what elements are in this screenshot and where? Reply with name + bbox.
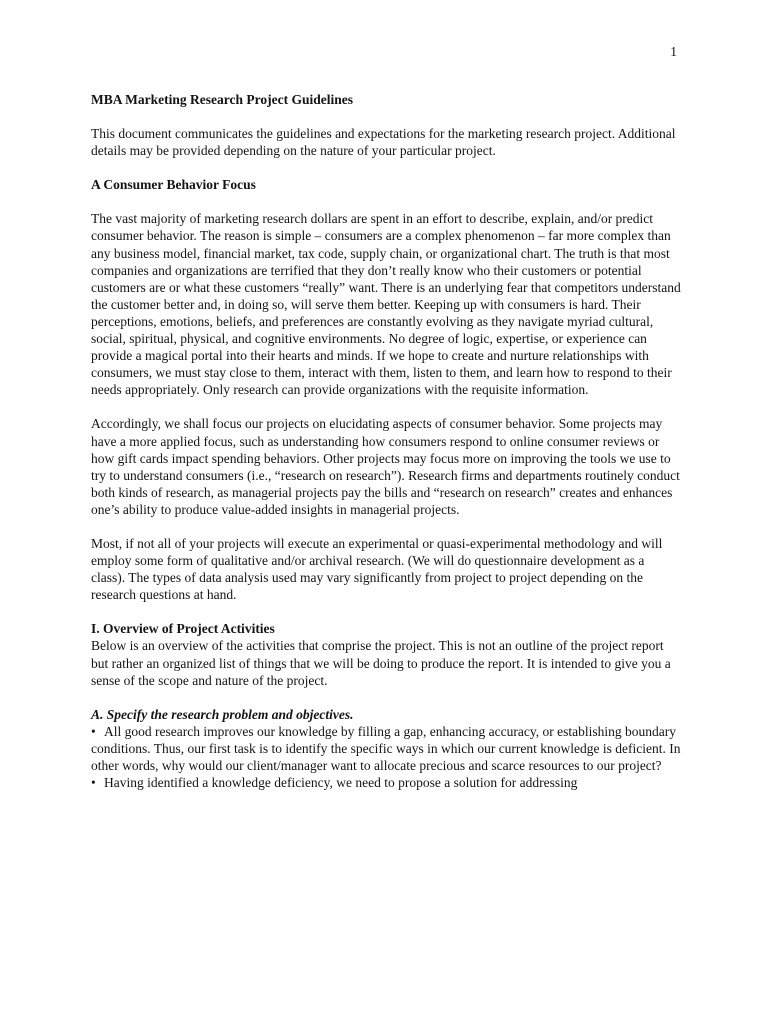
consumer-paragraph-2: Accordingly, we shall focus our projects on elucidating aspects of consumer behavior. Some projects may have a more applied focus, such as understanding how consumers respond to online consumer reviews or how gift cards impact spending behaviors. Other projects may focus more on improving the tools we use to try to understand consumers (i.e., “research on research”). Research firms and departments routinely conduct both kinds of research, as managerial projects pay the bills and “research on research” creates and enhances one’s ability to produce value-added insights in managerial projects. bbox=[91, 416, 680, 517]
bullet-text: Having identified a knowledge deficiency, we need to propose a solution for addressing bbox=[104, 775, 578, 791]
bullet-mark: • bbox=[91, 723, 96, 739]
bullet-mark: • bbox=[91, 775, 96, 791]
section-heading-consumer-behavior: A Consumer Behavior Focus bbox=[91, 177, 256, 193]
document-body bbox=[91, 91, 681, 791]
subsection-heading-a: A. Specify the research problem and objectives. bbox=[91, 706, 354, 722]
document-title: MBA Marketing Research Project Guidelines bbox=[91, 92, 353, 107]
consumer-paragraph-1: The vast majority of marketing research dollars are spent in an effort to describe, explain, and/or predict consumer behavior. The reason is simple – consumers are a complex phenomenon – far more complex than any business model, financial market, tax code, supply chain, or organizational chart. The truth is that most companies and organizations are terrified that they don’t really know who their customers or potential customers are or what these customers “really” want. There is an underlying fear that competitors understand the customer better and, in doing so, will serve them better. Keeping up with consumers is hard. Their perceptions, emotions, beliefs, and preferences are constantly evolving as they navigate myriad cultural, social, spiritual, physical, and cognitive environments. No degree of logic, expertise, or experience can provide a magical portal into their hearts and minds. If we hope to create and nurture relationships with consumers, we must stay close to them, interact with them, listen to them, and learn how to respond to their needs appropriately. Only research can provide organizations with the requisite information. bbox=[91, 211, 681, 398]
page-number: 1 bbox=[670, 44, 677, 59]
bullet-item bbox=[91, 723, 681, 774]
overview-paragraph: Below is an overview of the activities that comprise the project. This is not an outline of the project report but rather an organized list of things that we will be doing to produce the report. It is intended to give you a sense of the scope and nature of the project. bbox=[91, 638, 671, 688]
section-heading-overview: I. Overview of Project Activities bbox=[91, 621, 275, 637]
intro-paragraph: This document communicates the guidelines and expectations for the marketing research project. Additional details may be provided depending on the nature of your particular project. bbox=[91, 126, 676, 159]
consumer-paragraph-3: Most, if not all of your projects will execute an experimental or quasi-experimental methodology and will employ some form of qualitative and/or archival research. (We will do questionnaire development as a class). The types of data analysis used may vary significantly from project to project depending on the research questions at hand. bbox=[91, 535, 663, 603]
bullet-text: All good research improves our knowledge by filling a gap, enhancing accuracy, or establishing boundary conditions. Thus, our first task is to identify the specific ways in which our current knowledge is deficient. In other words, why would our client/manager want to allocate precious and scarce resources to our project? bbox=[91, 723, 681, 773]
bullet-item bbox=[91, 774, 681, 791]
